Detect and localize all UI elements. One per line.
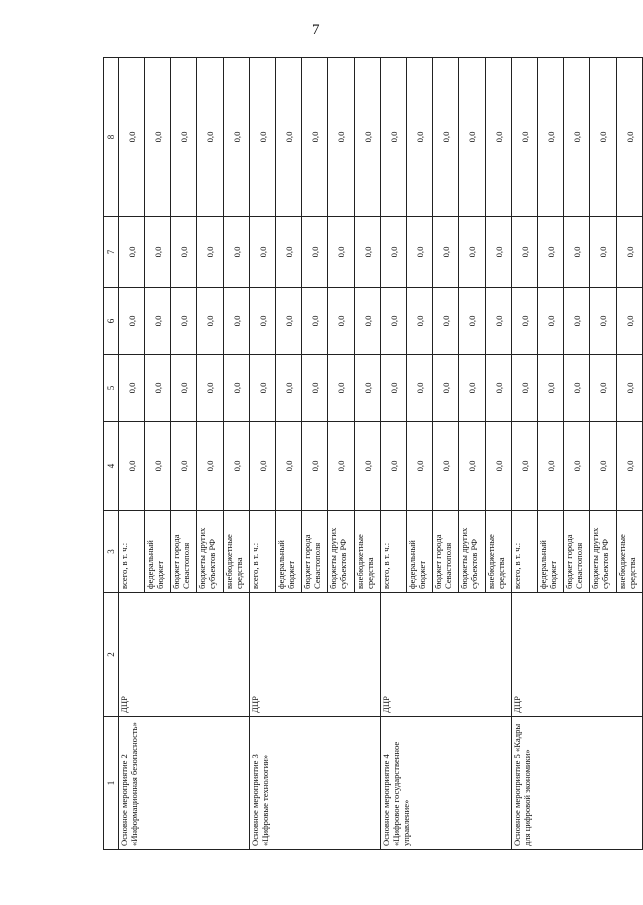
funding-source-cell: бюджеты других субъектов РФ [590,511,617,593]
value-cell: 0,0 [381,288,407,355]
header-col-8: 8 [104,58,119,217]
value-cell: 0,0 [145,217,171,288]
activity-name-cell: Основное мероприятие 3 «Цифровые технологии» [250,717,381,850]
funding-source-cell: всего, в т. ч.: [512,511,538,593]
value-cell: 0,0 [224,217,250,288]
value-cell: 0,0 [564,288,590,355]
value-cell: 0,0 [250,288,276,355]
value-cell: 0,0 [145,355,171,422]
executor-cell: ДЦР [512,593,643,717]
table-body [119,58,643,850]
funding-source-cell: бюджеты других субъектов РФ [328,511,355,593]
value-cell: 0,0 [564,422,590,511]
value-cell: 0,0 [459,355,486,422]
funding-source-cell: всего, в т. ч.: [250,511,276,593]
executor-cell: ДЦР [250,593,381,717]
funding-source-cell: федеральный бюджет [276,511,302,593]
value-cell: 0,0 [197,422,224,511]
value-cell: 0,0 [224,288,250,355]
value-cell: 0,0 [590,217,617,288]
funding-source-cell: бюджет города Севастополя [433,511,459,593]
value-cell: 0,0 [355,422,381,511]
header-col-4: 4 [104,422,119,511]
header-col-2: 2 [104,593,119,717]
value-cell: 0,0 [407,217,433,288]
value-cell: 0,0 [512,288,538,355]
value-cell: 0,0 [355,288,381,355]
value-cell: 0,0 [512,422,538,511]
value-cell: 0,0 [590,58,617,217]
table-row [381,58,407,850]
rotated-table-container [103,58,637,850]
value-cell: 0,0 [617,288,643,355]
value-cell: 0,0 [276,288,302,355]
header-col-3: 3 [104,511,119,593]
funding-source-cell: внебюджетные средства [617,511,643,593]
activity-name-cell: Основное мероприятие 2 «Информационная безопасность» [119,717,250,850]
header-col-5: 5 [104,355,119,422]
value-cell: 0,0 [302,422,328,511]
funding-source-cell: федеральный бюджет [145,511,171,593]
page-number: 7 [312,22,320,38]
value-cell: 0,0 [171,422,197,511]
value-cell: 0,0 [145,288,171,355]
value-cell: 0,0 [407,422,433,511]
value-cell: 0,0 [355,217,381,288]
funding-source-cell: внебюджетные средства [486,511,512,593]
value-cell: 0,0 [617,217,643,288]
table-row [250,58,276,850]
value-cell: 0,0 [328,422,355,511]
value-cell: 0,0 [197,355,224,422]
value-cell: 0,0 [564,355,590,422]
value-cell: 0,0 [302,355,328,422]
value-cell: 0,0 [276,217,302,288]
funding-source-cell: бюджет города Севастополя [302,511,328,593]
value-cell: 0,0 [276,422,302,511]
funding-source-cell: бюджеты других субъектов РФ [197,511,224,593]
value-cell: 0,0 [328,288,355,355]
value-cell: 0,0 [171,58,197,217]
value-cell: 0,0 [276,58,302,217]
value-cell: 0,0 [355,58,381,217]
value-cell: 0,0 [145,422,171,511]
value-cell: 0,0 [381,217,407,288]
value-cell: 0,0 [224,58,250,217]
value-cell: 0,0 [486,288,512,355]
value-cell: 0,0 [381,58,407,217]
value-cell: 0,0 [433,355,459,422]
value-cell: 0,0 [617,355,643,422]
value-cell: 0,0 [459,422,486,511]
value-cell: 0,0 [197,58,224,217]
value-cell: 0,0 [538,58,564,217]
value-cell: 0,0 [171,288,197,355]
funding-source-cell: бюджет города Севастополя [564,511,590,593]
value-cell: 0,0 [617,422,643,511]
value-cell: 0,0 [512,58,538,217]
value-cell: 0,0 [538,355,564,422]
value-cell: 0,0 [224,355,250,422]
value-cell: 0,0 [407,355,433,422]
value-cell: 0,0 [459,58,486,217]
value-cell: 0,0 [564,58,590,217]
value-cell: 0,0 [171,355,197,422]
header-col-7: 7 [104,217,119,288]
activity-name-cell: Основное мероприятие 4 «Цифровое государственное управление» [381,717,512,850]
value-cell: 0,0 [512,355,538,422]
value-cell: 0,0 [407,288,433,355]
funding-source-cell: бюджет города Севастополя [171,511,197,593]
value-cell: 0,0 [433,288,459,355]
value-cell: 0,0 [381,422,407,511]
value-cell: 0,0 [355,355,381,422]
value-cell: 0,0 [459,288,486,355]
value-cell: 0,0 [486,217,512,288]
value-cell: 0,0 [250,355,276,422]
value-cell: 0,0 [486,58,512,217]
value-cell: 0,0 [171,217,197,288]
executor-cell: ДЦР [381,593,512,717]
activity-name-cell: Основное мероприятие 5 «Кадры для цифровой экономики» [512,717,643,850]
value-cell: 0,0 [407,58,433,217]
value-cell: 0,0 [617,58,643,217]
funding-source-cell: внебюджетные средства [224,511,250,593]
value-cell: 0,0 [433,217,459,288]
financing-table [103,57,643,850]
value-cell: 0,0 [119,288,145,355]
funding-source-cell: внебюджетные средства [355,511,381,593]
value-cell: 0,0 [538,288,564,355]
value-cell: 0,0 [119,422,145,511]
value-cell: 0,0 [512,217,538,288]
value-cell: 0,0 [119,58,145,217]
value-cell: 0,0 [433,422,459,511]
value-cell: 0,0 [197,288,224,355]
funding-source-cell: федеральный бюджет [538,511,564,593]
table-row [119,58,145,850]
table-row [512,58,538,850]
value-cell: 0,0 [433,58,459,217]
value-cell: 0,0 [145,58,171,217]
value-cell: 0,0 [302,288,328,355]
value-cell: 0,0 [328,58,355,217]
value-cell: 0,0 [302,217,328,288]
value-cell: 0,0 [538,217,564,288]
value-cell: 0,0 [328,217,355,288]
value-cell: 0,0 [590,288,617,355]
value-cell: 0,0 [302,58,328,217]
value-cell: 0,0 [486,422,512,511]
value-cell: 0,0 [250,58,276,217]
value-cell: 0,0 [119,217,145,288]
value-cell: 0,0 [119,355,145,422]
value-cell: 0,0 [197,217,224,288]
value-cell: 0,0 [224,422,250,511]
value-cell: 0,0 [328,355,355,422]
value-cell: 0,0 [250,217,276,288]
header-col-6: 6 [104,288,119,355]
funding-source-cell: всего, в т. ч.: [381,511,407,593]
header-col-1: 1 [104,717,119,850]
value-cell: 0,0 [590,355,617,422]
header-row [104,58,119,850]
value-cell: 0,0 [486,355,512,422]
value-cell: 0,0 [381,355,407,422]
executor-cell: ДЦР [119,593,250,717]
value-cell: 0,0 [459,217,486,288]
value-cell: 0,0 [276,355,302,422]
value-cell: 0,0 [590,422,617,511]
funding-source-cell: федеральный бюджет [407,511,433,593]
value-cell: 0,0 [564,217,590,288]
value-cell: 0,0 [250,422,276,511]
funding-source-cell: всего, в т. ч.: [119,511,145,593]
funding-source-cell: бюджеты других субъектов РФ [459,511,486,593]
value-cell: 0,0 [538,422,564,511]
